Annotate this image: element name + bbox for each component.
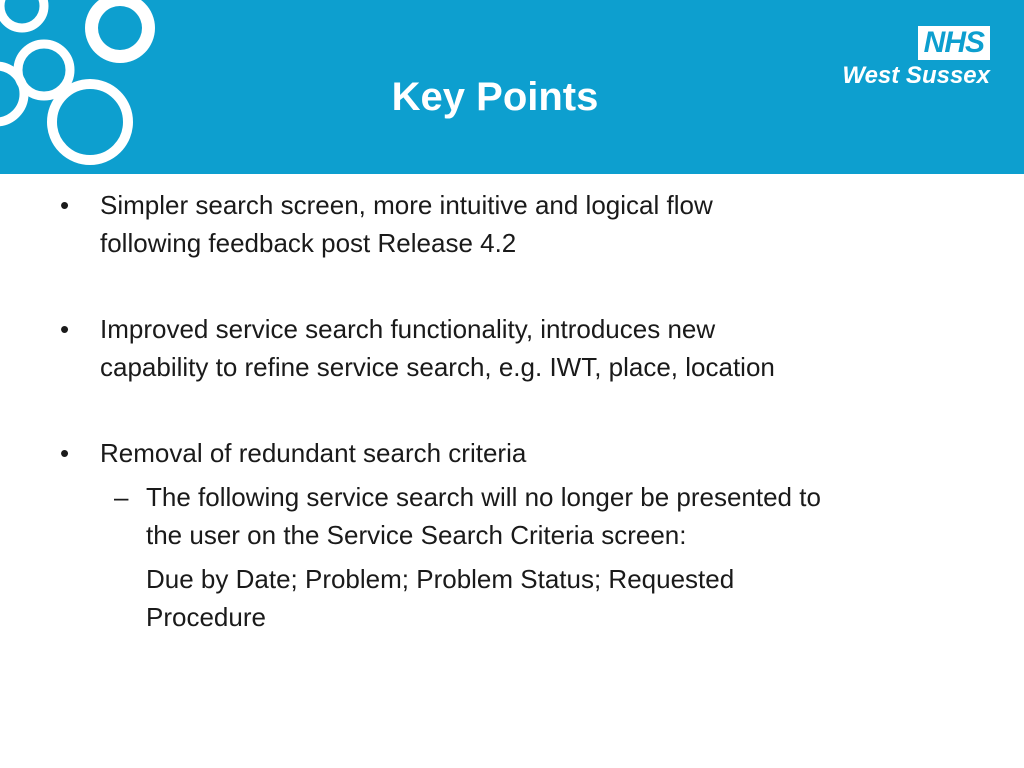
sub-bullet-text-line: the user on the Service Search Criteria screen: xyxy=(146,520,687,550)
sub-paragraph-line: Due by Date; Problem; Problem Status; Requested xyxy=(146,564,735,594)
bullet-marker: • xyxy=(60,438,70,468)
bullet-text-line: Removal of redundant search criteria xyxy=(100,438,527,468)
bullet-marker: • xyxy=(60,314,70,344)
bullet-item xyxy=(58,186,978,262)
bullet-text-line: following feedback post Release 4.2 xyxy=(100,228,517,258)
bullet-list xyxy=(58,186,978,636)
circle-decoration xyxy=(0,0,44,28)
slide-title: Key Points xyxy=(391,75,599,119)
circle-decoration xyxy=(0,66,24,122)
circles-decoration-icon xyxy=(0,0,220,174)
bullet-item xyxy=(58,434,978,472)
sub-bullet-text-line: The following service search will no longer be presented to xyxy=(146,482,821,512)
bullet-text-line: capability to refine service search, e.g. IWT, place, location xyxy=(100,352,775,382)
header-band xyxy=(0,0,1024,174)
sub-paragraph-line: Procedure xyxy=(146,602,266,632)
bullet-item xyxy=(58,310,978,386)
sub-bullet-marker: – xyxy=(114,482,129,512)
sub-paragraph xyxy=(58,560,978,636)
nhs-logo xyxy=(820,26,990,90)
circle-decoration xyxy=(52,84,128,160)
bullet-text-line: Simpler search screen, more intuitive and logical flow xyxy=(100,190,713,220)
circle-decoration xyxy=(98,6,142,50)
organisation-name: West Sussex xyxy=(842,62,990,89)
bullet-text-line: Improved service search functionality, introduces new xyxy=(100,314,716,344)
nhs-badge: NHS xyxy=(918,26,990,60)
bullet-marker: • xyxy=(60,190,70,220)
sub-bullet-item xyxy=(58,478,978,554)
